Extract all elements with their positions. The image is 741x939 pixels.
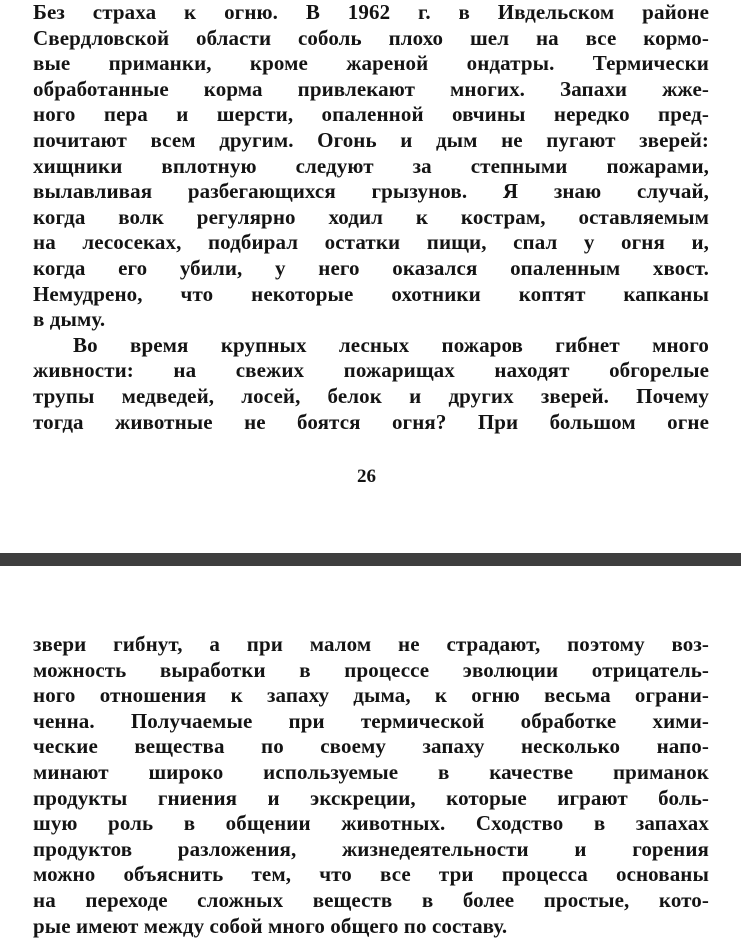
text-line: когда волк регулярно ходил к кострам, оставляемым [33, 204, 709, 229]
text-line: Немудрено, что некоторые охотники коптят капканы [33, 281, 709, 306]
text-line: шую роль в общении животных. Сходство в запахах [33, 811, 709, 836]
text-line: рые имеют между собой много общего по составу. [33, 913, 508, 938]
text-line: ческие вещества по своему запаху несколько напо- [33, 734, 709, 759]
text-line: когда его убили, у него оказался опаленным хвост. [33, 255, 709, 280]
text-line: минают широко используемые в качестве приманок [33, 759, 709, 784]
text-line: Свердловской области соболь плохо шел на все кормо- [33, 25, 709, 50]
text-line: ного отношения к запаху дыма, к огню весьма ограни- [33, 683, 709, 708]
page-separator [0, 553, 741, 566]
text-line: вые приманки, кроме жареной ондатры. Термически [33, 51, 709, 76]
page-number: 26 [357, 466, 376, 487]
text-line: ченна. Получаемые при термической обработке хими- [33, 708, 709, 733]
text-line: на переходе сложных веществ в более простые, кото- [33, 887, 709, 912]
text-line: в дыму. [33, 307, 106, 332]
text-line: ного пера и шерсти, опаленной овчины нередко пред- [33, 102, 709, 127]
text-line: на лесосеках, подбирал остатки пищи, спал у огня и, [33, 230, 709, 255]
bottom-text-block [33, 632, 709, 939]
text-line: звери гибнут, а при малом не страдают, поэтому воз- [33, 632, 709, 656]
text-line: можно объяснить тем, что все три процесса основаны [33, 862, 709, 887]
text-line: можность выработки в процессе эволюции отрицатель- [33, 657, 709, 682]
text-line: вылавливая разбегающихся грызунов. Я знаю случай, [33, 179, 709, 204]
text-line: Во время крупных лесных пожаров гибнет много [73, 332, 709, 357]
text-line: продукты гниения и экскреции, которые играют боль- [33, 785, 709, 810]
text-line: хищники вплотную следуют за степными пожарами, [33, 153, 709, 178]
text-line: обработанные корма привлекают многих. Запахи жже- [33, 76, 709, 101]
text-line: продуктов разложения, жизнедеятельности и горения [33, 836, 709, 861]
text-line: трупы медведей, лосей, белок и других зверей. Почему [33, 383, 709, 408]
text-line: почитают всем другим. Огонь и дым не пугают зверей: [33, 127, 709, 152]
top-text-block [33, 0, 709, 435]
text-line: живности: на свежих пожарищах находят обгорелые [33, 358, 709, 383]
text-line: Без страха к огню. В 1962 г. в Ивдельском районе [33, 0, 709, 24]
text-line: тогда животные не боятся огня? При большом огне [33, 409, 709, 434]
